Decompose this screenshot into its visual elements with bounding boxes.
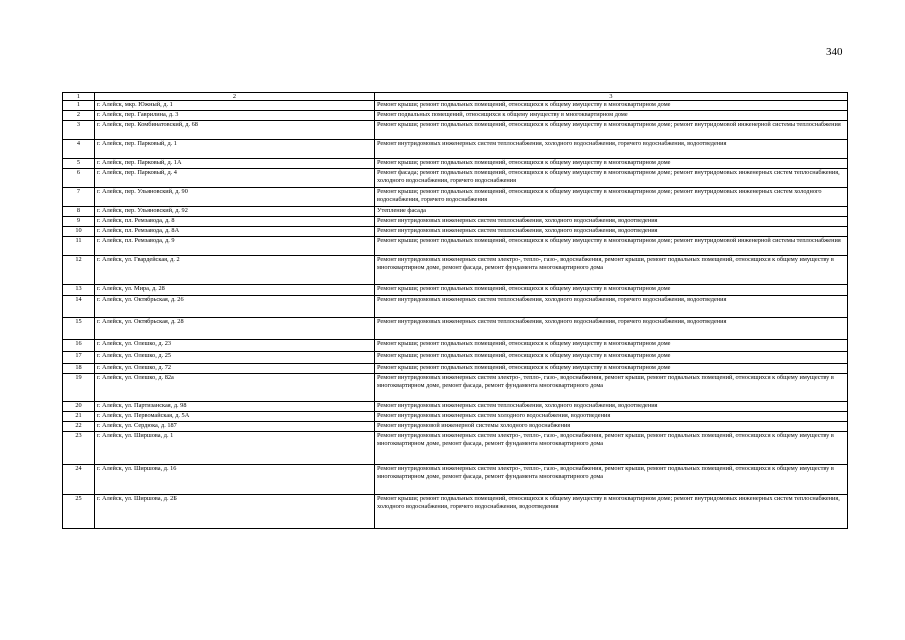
table-row xyxy=(63,217,848,227)
works-cell: Ремонт внутридомовой инженерной системы холодного водоснабжения xyxy=(375,422,848,432)
works-cell: Ремонт крыши; ремонт подвальных помещений, относящихся к общему имуществу в многоквартирном доме xyxy=(375,340,848,352)
header-cell-address: 2 xyxy=(95,93,375,101)
row-number-cell: 25 xyxy=(63,495,95,529)
row-number-cell: 20 xyxy=(63,402,95,412)
row-number-cell: 12 xyxy=(63,256,95,285)
address-cell: г. Алейск, ул. Октябрьская, д. 28 xyxy=(95,318,375,340)
row-number-cell: 14 xyxy=(63,296,95,318)
address-cell: г. Алейск, ул. Олешко, д. 82а xyxy=(95,374,375,402)
table-row xyxy=(63,285,848,296)
header-cell-number: 1 xyxy=(63,93,95,101)
table-row xyxy=(63,352,848,364)
address-cell: г. Алейск, ул. Ширшова, д. 1 xyxy=(95,432,375,465)
works-cell: Ремонт внутридомовых инженерных систем теплоснабжения, холодного водоснабжения, горячего водоснабжения, водоотведения xyxy=(375,296,848,318)
works-cell: Ремонт внутридомовых инженерных систем теплоснабжения, холодного водоснабжения, водоотведения xyxy=(375,217,848,227)
row-number-cell: 23 xyxy=(63,432,95,465)
table-row xyxy=(63,340,848,352)
table-row xyxy=(63,256,848,285)
works-cell: Утепление фасада xyxy=(375,207,848,217)
table-row xyxy=(63,237,848,256)
works-cell: Ремонт внутридомовых инженерных систем электро-, тепло-, газо-, водоснабжения, ремонт крыши, ремонт подвальных помещений, относящихся к общему имуществу в многоквартирном доме, ремонт фасада, ремонт фундамента многоквартирного дома xyxy=(375,374,848,402)
address-cell: г. Алейск, ул. Ширшова, д. 2Б xyxy=(95,495,375,529)
row-number-cell: 15 xyxy=(63,318,95,340)
works-cell: Ремонт крыши; ремонт подвальных помещений, относящихся к общему имуществу в многоквартирном доме; ремонт внутридомовой инженерной системы теплоснабжения xyxy=(375,121,848,140)
address-cell: г. Алейск, ул. Сердюка, д. 187 xyxy=(95,422,375,432)
works-cell: Ремонт внутридомовых инженерных систем холодного водоснабжения, водоотведения xyxy=(375,412,848,422)
row-number-cell: 4 xyxy=(63,140,95,159)
row-number-cell: 21 xyxy=(63,412,95,422)
works-cell: Ремонт крыши; ремонт подвальных помещений, относящихся к общему имуществу в многоквартирном доме xyxy=(375,352,848,364)
table-header-row xyxy=(63,93,848,101)
table-row xyxy=(63,101,848,111)
works-cell: Ремонт фасада; ремонт подвальных помещений, относящихся к общему имуществу в многоквартирном доме; ремонт внутридомовых инженерных систем теплоснабжения, холодного водоснабжения, горячего водоснабжения xyxy=(375,169,848,188)
table-row xyxy=(63,432,848,465)
row-number-cell: 2 xyxy=(63,111,95,121)
works-cell: Ремонт крыши; ремонт подвальных помещений, относящихся к общему имуществу в многоквартирном доме xyxy=(375,285,848,296)
address-cell: г. Алейск, ул. Октябрьская, д. 26 xyxy=(95,296,375,318)
works-cell: Ремонт крыши; ремонт подвальных помещений, относящихся к общему имуществу в многоквартирном доме xyxy=(375,101,848,111)
row-number-cell: 22 xyxy=(63,422,95,432)
works-cell: Ремонт внутридомовых инженерных систем теплоснабжения, холодного водоснабжения, горячего водоснабжения, водоотведения xyxy=(375,140,848,159)
table-row xyxy=(63,465,848,495)
address-cell: г. Алейск, пл. Ремзавода, д. 9 xyxy=(95,237,375,256)
works-cell: Ремонт внутридомовых инженерных систем электро-, тепло-, газо-, водоснабжения, ремонт крыши, ремонт подвальных помещений, относящихся к общему имуществу в многоквартирном доме, ремонт фасада, ремонт фундамента многоквартирного дома xyxy=(375,432,848,465)
row-number-cell: 17 xyxy=(63,352,95,364)
table-row xyxy=(63,495,848,529)
row-number-cell: 19 xyxy=(63,374,95,402)
address-cell: г. Алейск, ул. Первомайская, д. 5А xyxy=(95,412,375,422)
table-row xyxy=(63,121,848,140)
address-cell: г. Алейск, ул. Гвардейская, д. 2 xyxy=(95,256,375,285)
works-cell: Ремонт крыши; ремонт подвальных помещений, относящихся к общему имуществу в многоквартирном доме; ремонт внутридомовой инженерной системы теплоснабжения xyxy=(375,237,848,256)
address-cell: г. Алейск, пер. Комбинатовский, д. 68 xyxy=(95,121,375,140)
row-number-cell: 1 xyxy=(63,101,95,111)
page-number: 340 xyxy=(826,46,843,58)
works-cell: Ремонт внутридомовых инженерных систем электро-, тепло-, газо-, водоснабжения, ремонт крыши, ремонт подвальных помещений, относящихся к общему имуществу в многоквартирном доме, ремонт фасада, ремонт фундамента многоквартирного дома xyxy=(375,256,848,285)
works-cell: Ремонт внутридомовых инженерных систем теплоснабжения, холодного водоснабжения, водоотведения xyxy=(375,402,848,412)
address-cell: г. Алейск, ул. Олешко, д. 23 xyxy=(95,340,375,352)
table-row xyxy=(63,374,848,402)
works-cell: Ремонт внутридомовых инженерных систем теплоснабжения, холодного водоснабжения, водоотведения xyxy=(375,227,848,237)
row-number-cell: 3 xyxy=(63,121,95,140)
table-row xyxy=(63,188,848,207)
table-row xyxy=(63,140,848,159)
address-cell: г. Алейск, мкр. Южный, д. 1 xyxy=(95,101,375,111)
address-cell: г. Алейск, пер. Ульяновский, д. 90 xyxy=(95,188,375,207)
address-cell: г. Алейск, пер. Парковый, д. 1А xyxy=(95,159,375,169)
row-number-cell: 5 xyxy=(63,159,95,169)
row-number-cell: 11 xyxy=(63,237,95,256)
table-row xyxy=(63,296,848,318)
table-row xyxy=(63,318,848,340)
address-cell: г. Алейск, пл. Ремзавода, д. 8 xyxy=(95,217,375,227)
table-row xyxy=(63,402,848,412)
row-number-cell: 6 xyxy=(63,169,95,188)
row-number-cell: 18 xyxy=(63,364,95,374)
header-cell-works: 3 xyxy=(375,93,848,101)
table-row xyxy=(63,111,848,121)
works-cell: Ремонт подвальных помещений, относящихся к общему имуществу в многоквартирном доме xyxy=(375,111,848,121)
table-row xyxy=(63,227,848,237)
row-number-cell: 8 xyxy=(63,207,95,217)
address-cell: г. Алейск, пер. Парковый, д. 4 xyxy=(95,169,375,188)
table-row xyxy=(63,412,848,422)
row-number-cell: 24 xyxy=(63,465,95,495)
address-cell: г. Алейск, пер. Парковый, д. 1 xyxy=(95,140,375,159)
works-cell: Ремонт крыши; ремонт подвальных помещений, относящихся к общему имуществу в многоквартирном доме; ремонт внутридомовых инженерных систем холодного водоснабжения, горячего водоснабжения xyxy=(375,188,848,207)
table-row xyxy=(63,169,848,188)
address-cell: г. Алейск, ул. Мира, д. 28 xyxy=(95,285,375,296)
address-cell: г. Алейск, ул. Ширшова, д. 16 xyxy=(95,465,375,495)
address-cell: г. Алейск, ул. Олешко, д. 72 xyxy=(95,364,375,374)
row-number-cell: 13 xyxy=(63,285,95,296)
address-cell: г. Алейск, пер. Ульяновский, д. 92 xyxy=(95,207,375,217)
row-number-cell: 10 xyxy=(63,227,95,237)
table-row xyxy=(63,364,848,374)
works-cell: Ремонт крыши; ремонт подвальных помещений, относящихся к общему имуществу в многоквартирном доме; ремонт внутридомовых инженерных систем теплоснабжения, холодного водоснабжения, горячего водоснабжения, водоотведения xyxy=(375,495,848,529)
row-number-cell: 16 xyxy=(63,340,95,352)
table-body xyxy=(63,93,848,529)
table-row xyxy=(63,159,848,169)
works-table xyxy=(62,92,848,529)
works-cell: Ремонт внутридомовых инженерных систем теплоснабжения, холодного водоснабжения, горячего водоснабжения, водоотведения xyxy=(375,318,848,340)
address-cell: г. Алейск, ул. Партизанская, д. 98 xyxy=(95,402,375,412)
address-cell: г. Алейск, пер. Гаврилина, д. 3 xyxy=(95,111,375,121)
table-row xyxy=(63,207,848,217)
address-cell: г. Алейск, пл. Ремзавода, д. 8А xyxy=(95,227,375,237)
row-number-cell: 9 xyxy=(63,217,95,227)
address-cell: г. Алейск, ул. Олешко, д. 25 xyxy=(95,352,375,364)
works-cell: Ремонт крыши; ремонт подвальных помещений, относящихся к общему имуществу в многоквартирном доме xyxy=(375,159,848,169)
works-cell: Ремонт внутридомовых инженерных систем электро-, тепло-, газо-, водоснабжения, ремонт крыши, ремонт подвальных помещений, относящихся к общему имуществу в многоквартирном доме, ремонт фасада, ремонт фундамента многоквартирного дома xyxy=(375,465,848,495)
table-row xyxy=(63,422,848,432)
row-number-cell: 7 xyxy=(63,188,95,207)
works-cell: Ремонт крыши; ремонт подвальных помещений, относящихся к общему имуществу в многоквартирном доме xyxy=(375,364,848,374)
